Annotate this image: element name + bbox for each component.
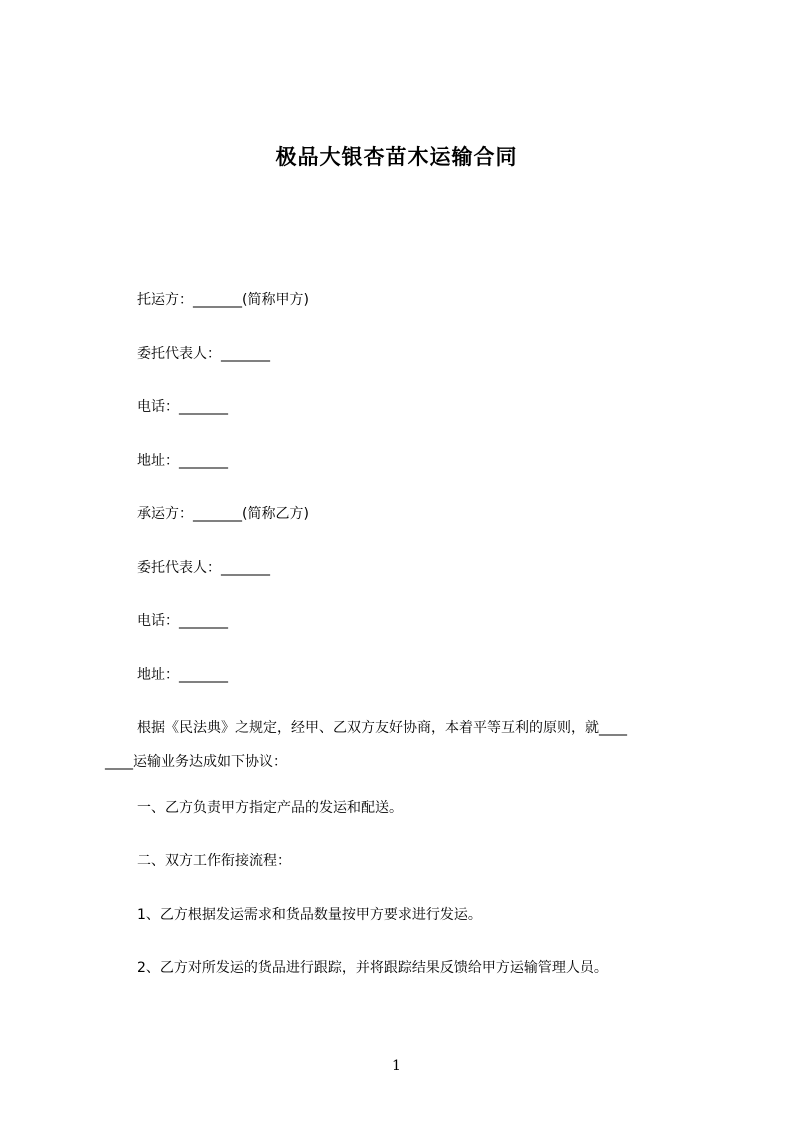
document-title: 极品大银杏苗木运输合同 (275, 145, 518, 169)
consignor-address-field: 地址：_______ (137, 453, 228, 469)
clause-1: 一、乙方负责甲方指定产品的发运和配送。 (137, 800, 403, 816)
consignor-field: 托运方：_______(简称甲方) (137, 292, 309, 308)
consignor-representative-field: 委托代表人：_______ (137, 346, 270, 362)
carrier-phone-field: 电话：_______ (137, 613, 228, 629)
carrier-address-field: 地址：_______ (137, 667, 228, 683)
clause-2: 二、双方工作衔接流程： (137, 853, 291, 869)
clause-2-item-2: 2、乙方对所发运的货品进行跟踪，并将跟踪结果反馈给甲方运输管理人员。 (137, 960, 608, 976)
intro-line-1: 根据《民法典》之规定，经甲、乙双方友好协商，本着平等互利的原则，就____ (137, 720, 627, 736)
clause-2-item-1: 1、乙方根据发运需求和货品数量按甲方要求进行发运。 (137, 907, 482, 923)
page-number: 1 (392, 1058, 401, 1074)
intro-paragraph (105, 711, 705, 779)
carrier-representative-field: 委托代表人：_______ (137, 560, 270, 576)
intro-line-2: ____运输业务达成如下协议： (105, 754, 287, 770)
carrier-field: 承运方：_______(简称乙方) (137, 506, 309, 522)
consignor-phone-field: 电话：_______ (137, 399, 228, 415)
